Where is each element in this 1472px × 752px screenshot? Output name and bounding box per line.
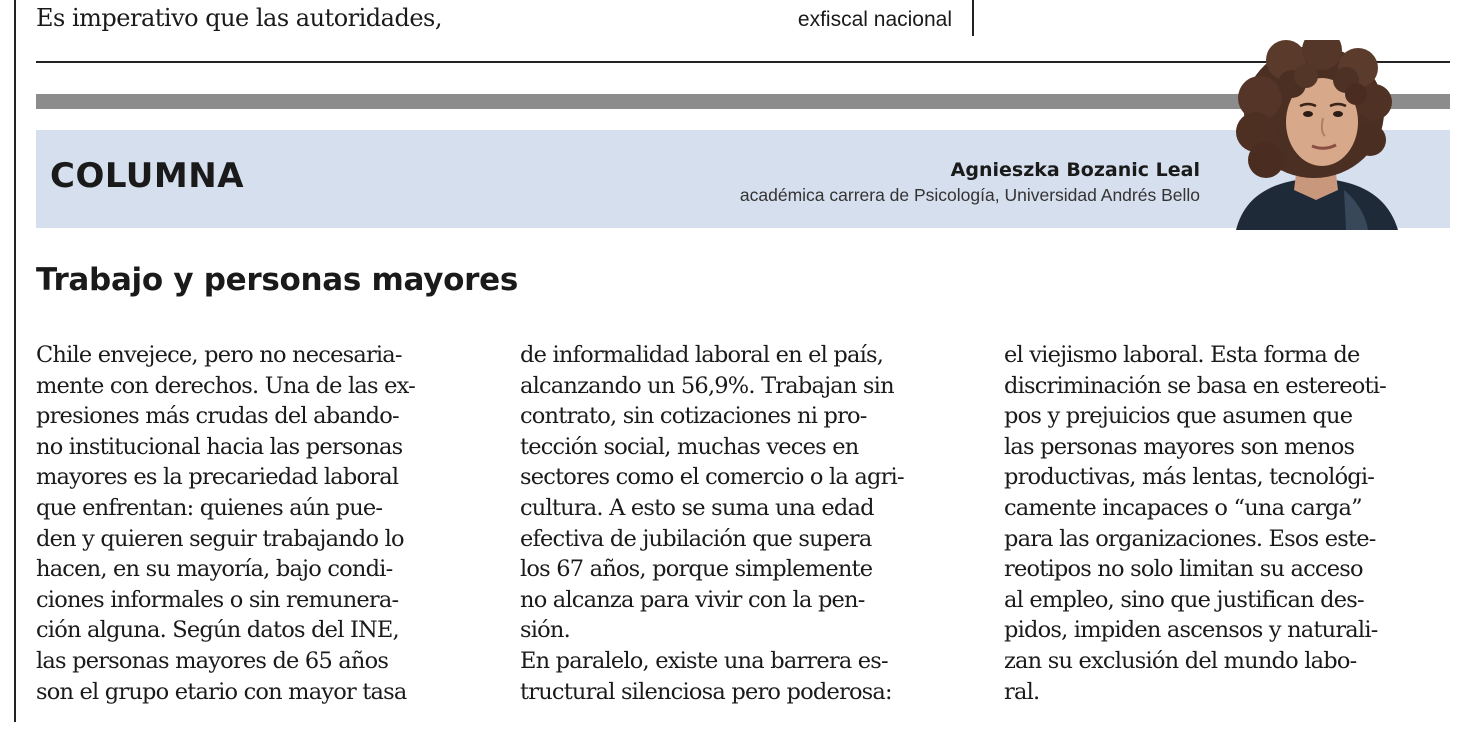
page-left-border — [14, 0, 16, 722]
text-line: En paralelo, existe una barrera es- — [520, 647, 888, 674]
text-line: las personas mayores son menos — [1004, 433, 1355, 460]
text-line: no institucional hacia las personas — [36, 433, 403, 460]
text-line: mente con derechos. Una de las ex- — [36, 372, 415, 399]
text-line: reotipos no solo limitan su acceso — [1004, 556, 1363, 583]
article-column-2 — [520, 340, 990, 707]
article-headline: Trabajo y personas mayores — [36, 262, 518, 298]
text-line: sectores como el comercio o la agri- — [520, 464, 904, 491]
author-name: Agnieszka Bozanic Leal — [950, 159, 1200, 181]
previous-article-divider — [972, 0, 974, 36]
text-line: son el grupo etario con mayor tasa — [36, 678, 407, 705]
author-portrait — [1226, 40, 1406, 230]
text-line: el viejismo laboral. Esta forma de — [1004, 342, 1360, 368]
text-line: cultura. A esto se suma una edad — [520, 494, 874, 521]
text-line: discriminación se basa en estereoti- — [1004, 372, 1386, 399]
text-line: Chile envejece, pero no necesaria- — [36, 342, 402, 368]
text-line: pidos, impiden ascensos y naturali- — [1004, 617, 1378, 644]
text-line: que enfrentan: quienes aún pue- — [36, 494, 383, 521]
section-label: COLUMNA — [50, 156, 245, 196]
text-line: ral. — [1004, 678, 1040, 705]
text-line: presiones más crudas del abando- — [36, 403, 399, 430]
text-line: de informalidad laboral en el país, — [520, 342, 884, 368]
text-line: al empleo, sino que justifican des- — [1004, 586, 1364, 613]
text-line: sión. — [520, 617, 570, 644]
text-line: no alcanza para vivir con la pen- — [520, 586, 865, 613]
text-line: para las organizaciones. Esos este- — [1004, 525, 1376, 552]
text-line: tructural silenciosa pero poderosa: — [520, 678, 892, 705]
text-line: zan su exclusión del mundo labo- — [1004, 647, 1357, 674]
text-line: contrato, sin cotizaciones ni pro- — [520, 403, 867, 430]
previous-article-text: Es imperativo que las autoridades, — [36, 4, 442, 32]
text-line: los 67 años, porque simplemente — [520, 556, 873, 583]
text-line: camente incapaces o “una carga” — [1004, 494, 1362, 521]
text-line: pos y prejuicios que asumen que — [1004, 403, 1353, 430]
text-line: hacen, en su mayoría, bajo condi- — [36, 556, 393, 583]
author-role: académica carrera de Psicología, Universidad Andrés Bello — [739, 185, 1200, 205]
article-column-3 — [1004, 340, 1472, 707]
text-line: tección social, muchas veces en — [520, 433, 859, 460]
text-line: las personas mayores de 65 años — [36, 647, 389, 674]
text-line: alcanzando un 56,9%. Trabajan sin — [520, 372, 894, 399]
article-column-1 — [36, 340, 506, 707]
text-line: ciones informales o sin remunera- — [36, 586, 399, 613]
text-line: efectiva de jubilación que supera — [520, 525, 872, 552]
text-line: productivas, más lentas, tecnológi- — [1004, 464, 1375, 491]
text-line: den y quieren seguir trabajando lo — [36, 525, 404, 552]
previous-article-attribution: exfiscal nacional — [797, 8, 952, 31]
text-line: ción alguna. Según datos del INE, — [36, 617, 399, 644]
text-line: mayores es la precariedad laboral — [36, 464, 399, 491]
